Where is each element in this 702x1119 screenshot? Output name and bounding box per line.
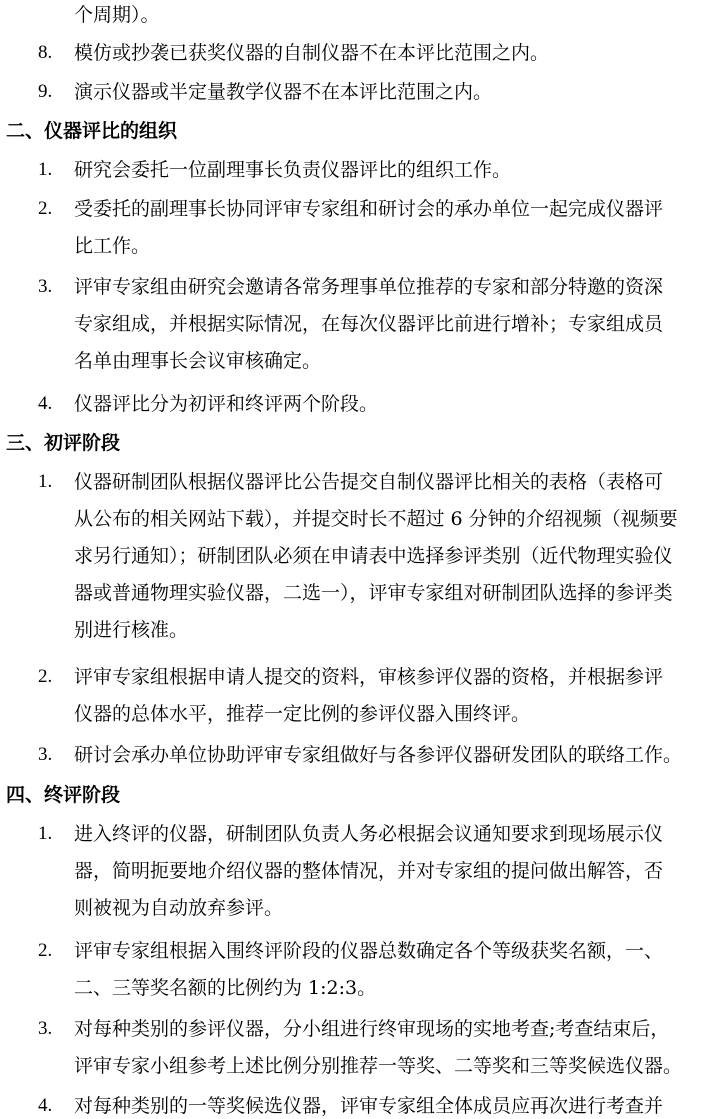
continuation-text: 个周期）。 <box>74 4 160 26</box>
item-text: 二、三等奖名额的比例约为 1:2:3。 <box>74 977 377 999</box>
item-number: 1. <box>38 159 53 180</box>
item-text: 从公布的相关网站下载），并提交时长不超过 6 分钟的介绍视频（视频要 <box>74 508 678 530</box>
item-text: 对每种类别的参评仪器，分小组进行终审现场的实地考查;考查结束后， <box>74 1018 670 1040</box>
item-number: 3. <box>38 276 53 297</box>
item-number: 2. <box>38 198 53 219</box>
item-number: 2. <box>38 666 53 687</box>
item-text: 模仿或抄袭已获奖仪器的自制仪器不在本评比范围之内。 <box>74 42 550 64</box>
item-text: 求另行通知）；研制团队必须在申请表中选择参评类别（近代物理实验仪 <box>74 545 673 567</box>
item-text: 名单由理事长会议审核确定。 <box>74 350 322 372</box>
item-number: 1. <box>38 823 53 844</box>
section-heading: 二、仪器评比的组织 <box>6 120 178 142</box>
item-text: 评审专家组由研究会邀请各常务理事单位推荐的专家和部分特邀的资深 <box>74 276 664 298</box>
item-text: 器或普通物理实验仪器，二选一），评审专家组对研制团队选择的参评类 <box>74 582 673 604</box>
section-heading: 三、初评阶段 <box>6 432 121 454</box>
item-text: 器，简明扼要地介绍仪器的整体情况，并对专家组的提问做出解答，否 <box>74 860 664 882</box>
item-text: 则被视为自动放弃参评。 <box>74 897 284 919</box>
item-text: 专家组成，并根据实际情况，在每次仪器评比前进行增补；专家组成员 <box>74 313 664 335</box>
item-text: 评审专家小组参考上述比例分别推荐一等奖、二等奖和三等奖候选仪器。 <box>74 1055 683 1077</box>
item-text: 对每种类别的一等奖候选仪器，评审专家组全体成员应再次进行考查并 <box>74 1095 664 1117</box>
item-number: 8. <box>38 42 53 63</box>
item-number: 3. <box>38 744 53 765</box>
item-text: 评审专家组根据入围终评阶段的仪器总数确定各个等级获奖名额，一、 <box>74 940 664 962</box>
section-heading: 四、终评阶段 <box>6 784 121 806</box>
item-number: 4. <box>38 393 53 414</box>
item-text: 研究会委托一位副理事长负责仪器评比的组织工作。 <box>74 159 512 181</box>
item-number: 2. <box>38 940 53 961</box>
item-text: 进入终评的仪器，研制团队负责人务必根据会议通知要求到现场展示仪 <box>74 823 664 845</box>
item-number: 1. <box>38 471 53 492</box>
item-text: 评审专家组根据申请人提交的资料，审核参评仪器的资格，并根据参评 <box>74 666 664 688</box>
item-text: 受委托的副理事长协同评审专家组和研讨会的承办单位一起完成仪器评 <box>74 198 664 220</box>
item-text: 别进行核准。 <box>74 619 189 641</box>
item-text: 研讨会承办单位协助评审专家组做好与各参评仪器研发团队的联络工作。 <box>74 744 683 766</box>
item-text: 仪器的总体水平，推荐一定比例的参评仪器入围终评。 <box>74 703 531 725</box>
item-number: 9. <box>38 81 53 102</box>
item-text: 演示仪器或半定量教学仪器不在本评比范围之内。 <box>74 81 493 103</box>
item-number: 3. <box>38 1018 53 1039</box>
item-text: 比工作。 <box>74 235 151 257</box>
item-text: 仪器研制团队根据仪器评比公告提交自制仪器评比相关的表格（表格可 <box>74 471 664 493</box>
item-number: 4. <box>38 1095 53 1116</box>
item-text: 仪器评比分为初评和终评两个阶段。 <box>74 393 379 415</box>
